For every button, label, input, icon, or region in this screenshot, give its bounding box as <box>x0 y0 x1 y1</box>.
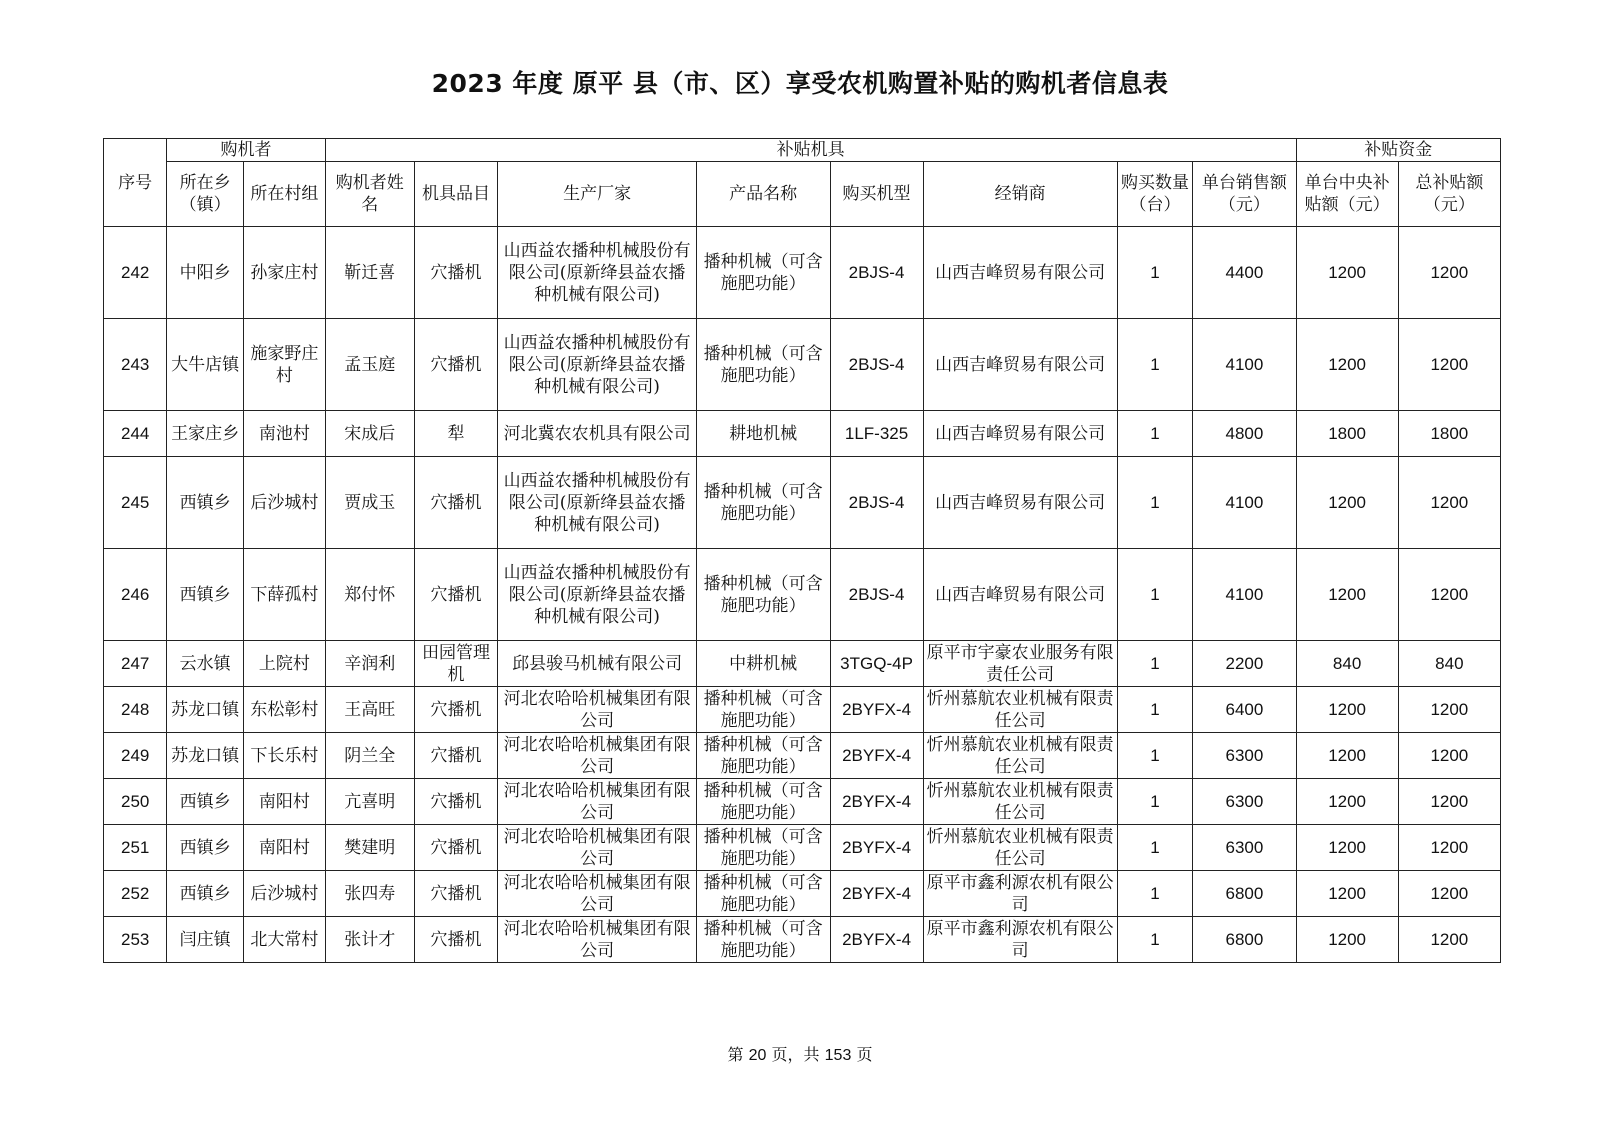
cell-price: 2200 <box>1193 641 1296 687</box>
cell-product: 播种机械（可含施肥功能） <box>696 687 830 733</box>
cell-seq: 244 <box>104 411 167 457</box>
cell-name: 张四寿 <box>325 871 414 917</box>
cell-central: 1200 <box>1296 319 1398 411</box>
cell-name: 宋成后 <box>325 411 414 457</box>
footer-total-pages: 153 <box>824 1047 852 1064</box>
footer-middle: 页，共 <box>771 1045 820 1064</box>
cell-total: 1200 <box>1398 871 1500 917</box>
cell-model: 2BYFX-4 <box>830 733 923 779</box>
cell-qty: 1 <box>1117 457 1193 549</box>
cell-seq: 251 <box>104 825 167 871</box>
cell-model: 3TGQ-4P <box>830 641 923 687</box>
table-row <box>104 733 1501 779</box>
cell-price: 6300 <box>1193 733 1296 779</box>
cell-dealer: 忻州慕航农业机械有限责任公司 <box>923 733 1117 779</box>
cell-model: 2BYFX-4 <box>830 687 923 733</box>
cell-price: 4400 <box>1193 227 1296 319</box>
cell-seq: 250 <box>104 779 167 825</box>
cell-price: 4100 <box>1193 457 1296 549</box>
cell-model: 2BJS-4 <box>830 457 923 549</box>
cell-category: 穴播机 <box>414 227 498 319</box>
cell-model: 1LF-325 <box>830 411 923 457</box>
footer-suffix: 页 <box>856 1045 873 1064</box>
cell-category: 田园管理机 <box>414 641 498 687</box>
cell-qty: 1 <box>1117 917 1193 963</box>
cell-central: 1200 <box>1296 917 1398 963</box>
cell-dealer: 忻州慕航农业机械有限责任公司 <box>923 779 1117 825</box>
cell-town: 中阳乡 <box>167 227 244 319</box>
cell-name: 辛润利 <box>325 641 414 687</box>
cell-total: 1200 <box>1398 457 1500 549</box>
table-row <box>104 457 1501 549</box>
cell-manufacturer: 河北农哈哈机械集团有限公司 <box>498 825 696 871</box>
cell-category: 犁 <box>414 411 498 457</box>
cell-manufacturer: 山西益农播种机械股份有限公司(原新绛县益农播种机械有限公司) <box>498 549 696 641</box>
table-row <box>104 687 1501 733</box>
cell-qty: 1 <box>1117 825 1193 871</box>
cell-dealer: 山西吉峰贸易有限公司 <box>923 319 1117 411</box>
cell-town: 云水镇 <box>167 641 244 687</box>
cell-town: 王家庄乡 <box>167 411 244 457</box>
cell-dealer: 忻州慕航农业机械有限责任公司 <box>923 825 1117 871</box>
cell-total: 1200 <box>1398 549 1500 641</box>
cell-category: 穴播机 <box>414 871 498 917</box>
cell-total: 1200 <box>1398 227 1500 319</box>
cell-seq: 246 <box>104 549 167 641</box>
cell-qty: 1 <box>1117 733 1193 779</box>
cell-total: 1200 <box>1398 825 1500 871</box>
cell-town: 西镇乡 <box>167 549 244 641</box>
cell-product: 播种机械（可含施肥功能） <box>696 319 830 411</box>
cell-village: 下长乐村 <box>244 733 326 779</box>
cell-name: 郑付怀 <box>325 549 414 641</box>
cell-dealer: 忻州慕航农业机械有限责任公司 <box>923 687 1117 733</box>
cell-total: 1200 <box>1398 319 1500 411</box>
cell-category: 穴播机 <box>414 733 498 779</box>
header-group-machine: 补贴机具 <box>325 139 1296 162</box>
cell-category: 穴播机 <box>414 917 498 963</box>
cell-village: 下薛孤村 <box>244 549 326 641</box>
cell-village: 南阳村 <box>244 779 326 825</box>
header-manufacturer: 生产厂家 <box>498 162 696 227</box>
cell-town: 西镇乡 <box>167 825 244 871</box>
cell-total: 1800 <box>1398 411 1500 457</box>
cell-central: 1200 <box>1296 733 1398 779</box>
header-town: 所在乡（镇） <box>167 162 244 227</box>
cell-qty: 1 <box>1117 779 1193 825</box>
cell-category: 穴播机 <box>414 549 498 641</box>
cell-manufacturer: 河北农哈哈机械集团有限公司 <box>498 871 696 917</box>
header-product: 产品名称 <box>696 162 830 227</box>
cell-product: 中耕机械 <box>696 641 830 687</box>
cell-name: 亢喜明 <box>325 779 414 825</box>
cell-qty: 1 <box>1117 549 1193 641</box>
cell-dealer: 山西吉峰贸易有限公司 <box>923 457 1117 549</box>
cell-seq: 248 <box>104 687 167 733</box>
cell-manufacturer: 河北冀农农机具有限公司 <box>498 411 696 457</box>
page-title: 2023 年度 原平 县（市、区）享受农机购置补贴的购机者信息表 <box>431 69 1169 98</box>
cell-category: 穴播机 <box>414 457 498 549</box>
cell-total: 1200 <box>1398 687 1500 733</box>
header-group-buyer: 购机者 <box>167 139 325 162</box>
cell-seq: 245 <box>104 457 167 549</box>
cell-category: 穴播机 <box>414 825 498 871</box>
cell-model: 2BYFX-4 <box>830 871 923 917</box>
cell-village: 上院村 <box>244 641 326 687</box>
cell-town: 大牛店镇 <box>167 319 244 411</box>
table-row <box>104 825 1501 871</box>
cell-dealer: 山西吉峰贸易有限公司 <box>923 227 1117 319</box>
header-category: 机具品目 <box>414 162 498 227</box>
table-row <box>104 549 1501 641</box>
subsidy-table <box>103 138 1501 963</box>
cell-town: 西镇乡 <box>167 457 244 549</box>
footer-page-number: 20 <box>748 1047 767 1064</box>
header-row-groups <box>104 139 1501 162</box>
cell-central: 1200 <box>1296 549 1398 641</box>
cell-town: 闫庄镇 <box>167 917 244 963</box>
table-row <box>104 641 1501 687</box>
cell-town: 苏龙口镇 <box>167 687 244 733</box>
cell-category: 穴播机 <box>414 779 498 825</box>
cell-product: 播种机械（可含施肥功能） <box>696 549 830 641</box>
header-qty: 购买数量（台） <box>1117 162 1193 227</box>
cell-qty: 1 <box>1117 319 1193 411</box>
header-group-funds: 补贴资金 <box>1296 139 1500 162</box>
header-dealer: 经销商 <box>923 162 1117 227</box>
cell-model: 2BJS-4 <box>830 319 923 411</box>
header-total: 总补贴额（元） <box>1398 162 1500 227</box>
cell-central: 1200 <box>1296 227 1398 319</box>
cell-dealer: 山西吉峰贸易有限公司 <box>923 549 1117 641</box>
table-row <box>104 319 1501 411</box>
cell-total: 1200 <box>1398 779 1500 825</box>
cell-seq: 247 <box>104 641 167 687</box>
cell-category: 穴播机 <box>414 687 498 733</box>
cell-village: 孙家庄村 <box>244 227 326 319</box>
cell-price: 4800 <box>1193 411 1296 457</box>
cell-manufacturer: 河北农哈哈机械集团有限公司 <box>498 917 696 963</box>
cell-total: 1200 <box>1398 917 1500 963</box>
cell-model: 2BYFX-4 <box>830 917 923 963</box>
header-seq: 序号 <box>104 139 167 227</box>
cell-manufacturer: 山西益农播种机械股份有限公司(原新绛县益农播种机械有限公司) <box>498 319 696 411</box>
header-name: 购机者姓名 <box>325 162 414 227</box>
cell-product: 播种机械（可含施肥功能） <box>696 227 830 319</box>
cell-seq: 253 <box>104 917 167 963</box>
table-row <box>104 411 1501 457</box>
cell-model: 2BJS-4 <box>830 549 923 641</box>
cell-name: 张计才 <box>325 917 414 963</box>
cell-town: 苏龙口镇 <box>167 733 244 779</box>
cell-seq: 249 <box>104 733 167 779</box>
cell-name: 贾成玉 <box>325 457 414 549</box>
table-body <box>104 227 1501 963</box>
header-central: 单台中央补贴额（元） <box>1296 162 1398 227</box>
cell-central: 1200 <box>1296 687 1398 733</box>
cell-central: 1200 <box>1296 871 1398 917</box>
cell-product: 播种机械（可含施肥功能） <box>696 457 830 549</box>
cell-central: 1800 <box>1296 411 1398 457</box>
cell-central: 1200 <box>1296 457 1398 549</box>
table-row <box>104 871 1501 917</box>
cell-product: 播种机械（可含施肥功能） <box>696 779 830 825</box>
cell-seq: 243 <box>104 319 167 411</box>
cell-qty: 1 <box>1117 871 1193 917</box>
cell-product: 耕地机械 <box>696 411 830 457</box>
cell-village: 北大常村 <box>244 917 326 963</box>
header-price: 单台销售额（元） <box>1193 162 1296 227</box>
cell-village: 东松彰村 <box>244 687 326 733</box>
cell-name: 樊建明 <box>325 825 414 871</box>
cell-name: 阴兰全 <box>325 733 414 779</box>
cell-manufacturer: 邱县骏马机械有限公司 <box>498 641 696 687</box>
header-village: 所在村组 <box>244 162 326 227</box>
cell-price: 6300 <box>1193 779 1296 825</box>
cell-product: 播种机械（可含施肥功能） <box>696 917 830 963</box>
cell-town: 西镇乡 <box>167 871 244 917</box>
cell-model: 2BYFX-4 <box>830 779 923 825</box>
cell-central: 840 <box>1296 641 1398 687</box>
cell-price: 6800 <box>1193 917 1296 963</box>
cell-qty: 1 <box>1117 687 1193 733</box>
cell-model: 2BJS-4 <box>830 227 923 319</box>
cell-manufacturer: 山西益农播种机械股份有限公司(原新绛县益农播种机械有限公司) <box>498 457 696 549</box>
cell-village: 后沙城村 <box>244 871 326 917</box>
cell-total: 1200 <box>1398 733 1500 779</box>
page-footer <box>0 1042 1600 1065</box>
cell-price: 6400 <box>1193 687 1296 733</box>
cell-price: 4100 <box>1193 319 1296 411</box>
cell-product: 播种机械（可含施肥功能） <box>696 825 830 871</box>
cell-dealer: 原平市鑫利源农机有限公司 <box>923 871 1117 917</box>
cell-price: 4100 <box>1193 549 1296 641</box>
cell-town: 西镇乡 <box>167 779 244 825</box>
cell-village: 南池村 <box>244 411 326 457</box>
header-model: 购买机型 <box>830 162 923 227</box>
cell-product: 播种机械（可含施肥功能） <box>696 733 830 779</box>
cell-qty: 1 <box>1117 227 1193 319</box>
cell-qty: 1 <box>1117 641 1193 687</box>
cell-village: 施家野庄村 <box>244 319 326 411</box>
cell-dealer: 原平市鑫利源农机有限公司 <box>923 917 1117 963</box>
table-row <box>104 227 1501 319</box>
cell-name: 王高旺 <box>325 687 414 733</box>
cell-name: 靳迁喜 <box>325 227 414 319</box>
cell-dealer: 原平市宇豪农业服务有限责任公司 <box>923 641 1117 687</box>
cell-seq: 242 <box>104 227 167 319</box>
cell-category: 穴播机 <box>414 319 498 411</box>
cell-manufacturer: 河北农哈哈机械集团有限公司 <box>498 733 696 779</box>
table-row <box>104 779 1501 825</box>
cell-total: 840 <box>1398 641 1500 687</box>
cell-model: 2BYFX-4 <box>830 825 923 871</box>
cell-seq: 252 <box>104 871 167 917</box>
header-row-columns <box>104 162 1501 227</box>
cell-central: 1200 <box>1296 779 1398 825</box>
cell-price: 6800 <box>1193 871 1296 917</box>
cell-village: 后沙城村 <box>244 457 326 549</box>
cell-village: 南阳村 <box>244 825 326 871</box>
cell-central: 1200 <box>1296 825 1398 871</box>
cell-manufacturer: 山西益农播种机械股份有限公司(原新绛县益农播种机械有限公司) <box>498 227 696 319</box>
cell-dealer: 山西吉峰贸易有限公司 <box>923 411 1117 457</box>
cell-manufacturer: 河北农哈哈机械集团有限公司 <box>498 687 696 733</box>
cell-product: 播种机械（可含施肥功能） <box>696 871 830 917</box>
cell-price: 6300 <box>1193 825 1296 871</box>
cell-qty: 1 <box>1117 411 1193 457</box>
cell-name: 孟玉庭 <box>325 319 414 411</box>
table-row <box>104 917 1501 963</box>
footer-prefix: 第 <box>727 1045 744 1064</box>
cell-manufacturer: 河北农哈哈机械集团有限公司 <box>498 779 696 825</box>
